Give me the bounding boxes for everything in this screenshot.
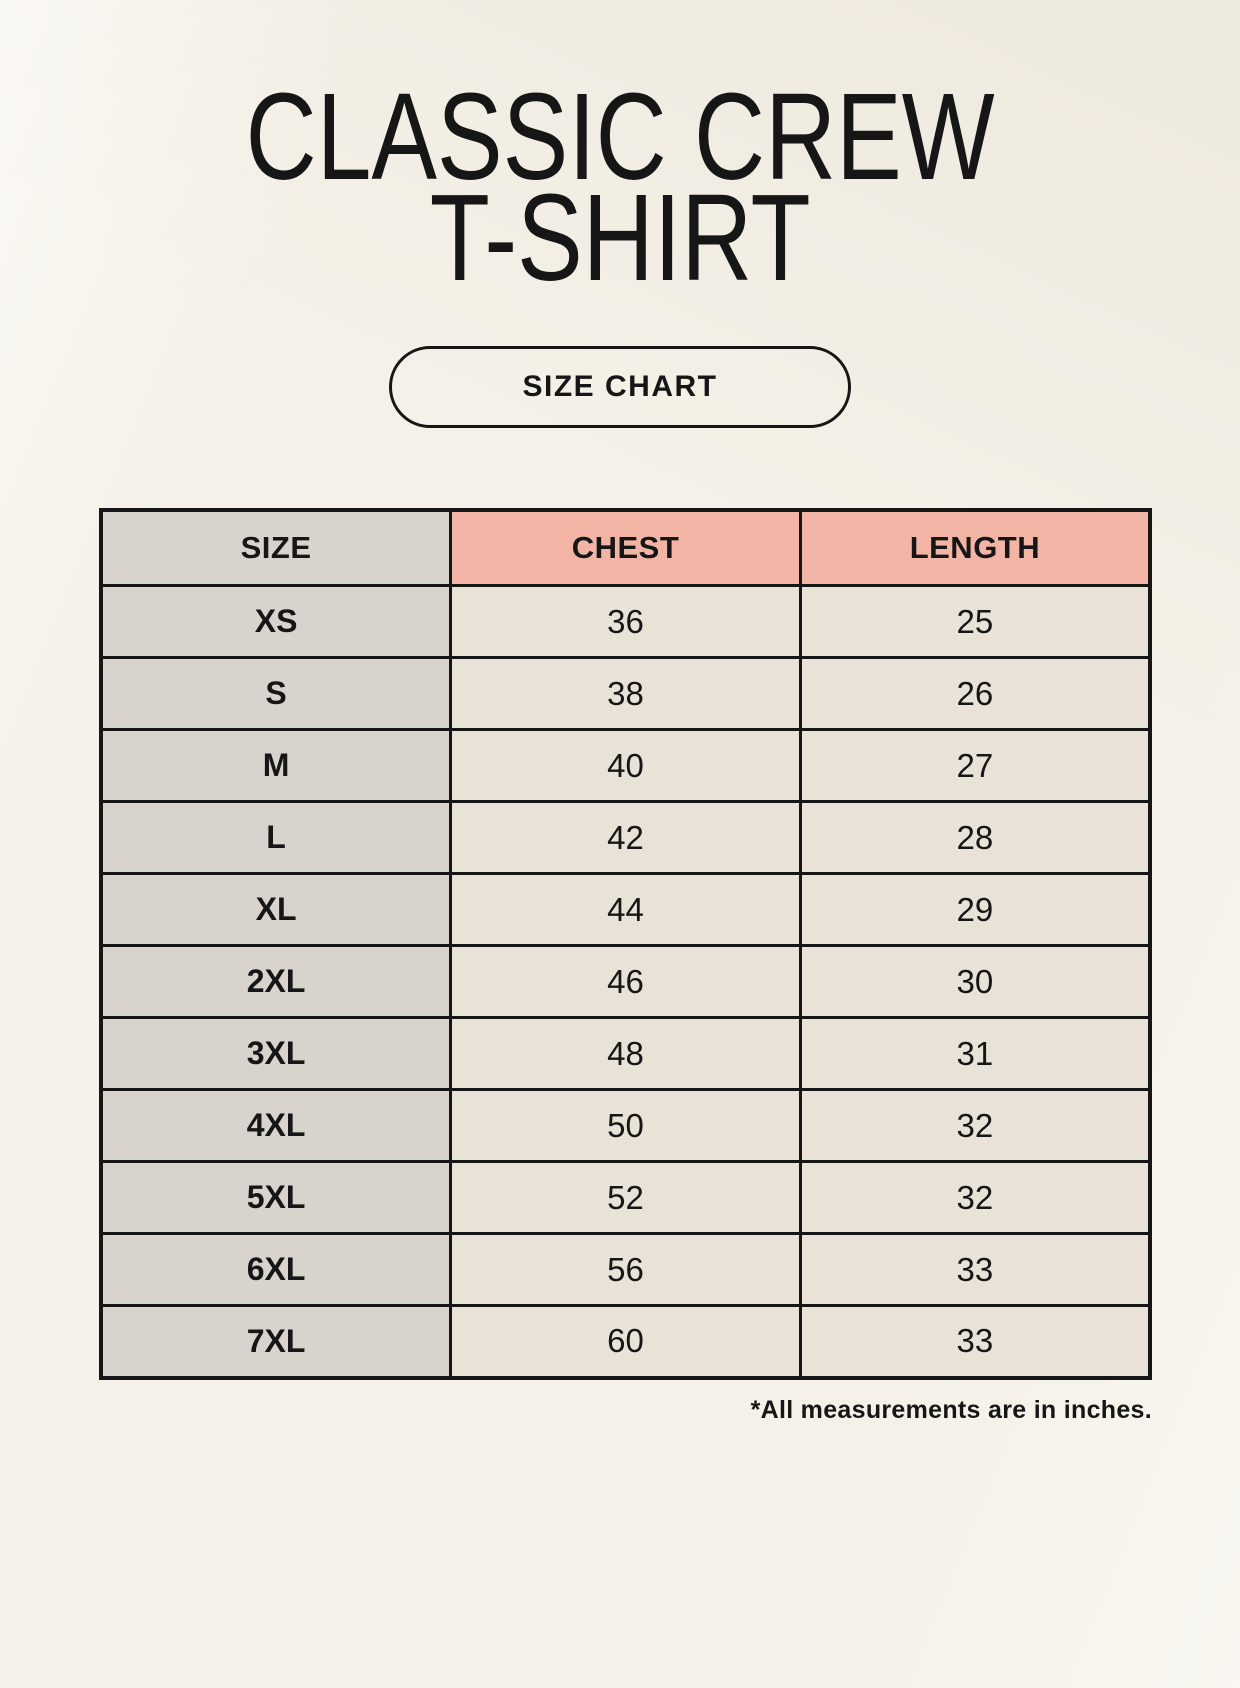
chest-cell: 42 xyxy=(451,802,801,874)
table-row xyxy=(101,802,1150,874)
page-title-line-1: CLASSIC CREW xyxy=(245,69,995,206)
length-cell: 28 xyxy=(800,802,1150,874)
header-row xyxy=(101,510,1150,586)
size-cell: 5XL xyxy=(101,1162,451,1234)
size-cell: 7XL xyxy=(101,1306,451,1378)
size-cell: 3XL xyxy=(101,1018,451,1090)
length-cell: 30 xyxy=(800,946,1150,1018)
size-cell: XS xyxy=(101,586,451,658)
table-row xyxy=(101,1090,1150,1162)
table-row xyxy=(101,1234,1150,1306)
length-cell: 31 xyxy=(800,1018,1150,1090)
size-cell: 6XL xyxy=(101,1234,451,1306)
length-cell: 27 xyxy=(800,730,1150,802)
length-cell: 29 xyxy=(800,874,1150,946)
measurements-footnote: *All measurements are in inches. xyxy=(750,1395,1152,1424)
table-row xyxy=(101,730,1150,802)
size-cell: XL xyxy=(101,874,451,946)
chest-cell: 36 xyxy=(451,586,801,658)
table-row xyxy=(101,1306,1150,1378)
size-chart-table-header xyxy=(101,510,1150,586)
length-cell: 33 xyxy=(800,1234,1150,1306)
page-title xyxy=(0,69,1240,307)
page-title-text xyxy=(245,69,995,307)
column-header-length: LENGTH xyxy=(800,510,1150,586)
chest-cell: 56 xyxy=(451,1234,801,1306)
size-chart-table-body xyxy=(101,586,1150,1378)
size-cell: L xyxy=(101,802,451,874)
table-row xyxy=(101,874,1150,946)
column-header-chest: CHEST xyxy=(451,510,801,586)
size-cell: S xyxy=(101,658,451,730)
length-cell: 32 xyxy=(800,1162,1150,1234)
size-cell: M xyxy=(101,730,451,802)
chest-cell: 52 xyxy=(451,1162,801,1234)
length-cell: 25 xyxy=(800,586,1150,658)
chest-cell: 40 xyxy=(451,730,801,802)
table-row xyxy=(101,586,1150,658)
length-cell: 32 xyxy=(800,1090,1150,1162)
chest-cell: 44 xyxy=(451,874,801,946)
chest-cell: 60 xyxy=(451,1306,801,1378)
size-chart-button[interactable]: SIZE CHART xyxy=(389,346,851,428)
size-chart-table xyxy=(99,508,1152,1380)
table-row xyxy=(101,946,1150,1018)
chest-cell: 38 xyxy=(451,658,801,730)
chest-cell: 46 xyxy=(451,946,801,1018)
page-title-line-2: T-SHIRT xyxy=(429,169,811,307)
size-cell: 2XL xyxy=(101,946,451,1018)
chest-cell: 48 xyxy=(451,1018,801,1090)
chest-cell: 50 xyxy=(451,1090,801,1162)
table-row xyxy=(101,1162,1150,1234)
column-header-size: SIZE xyxy=(101,510,451,586)
table-row xyxy=(101,1018,1150,1090)
size-cell: 4XL xyxy=(101,1090,451,1162)
length-cell: 33 xyxy=(800,1306,1150,1378)
table-row xyxy=(101,658,1150,730)
length-cell: 26 xyxy=(800,658,1150,730)
